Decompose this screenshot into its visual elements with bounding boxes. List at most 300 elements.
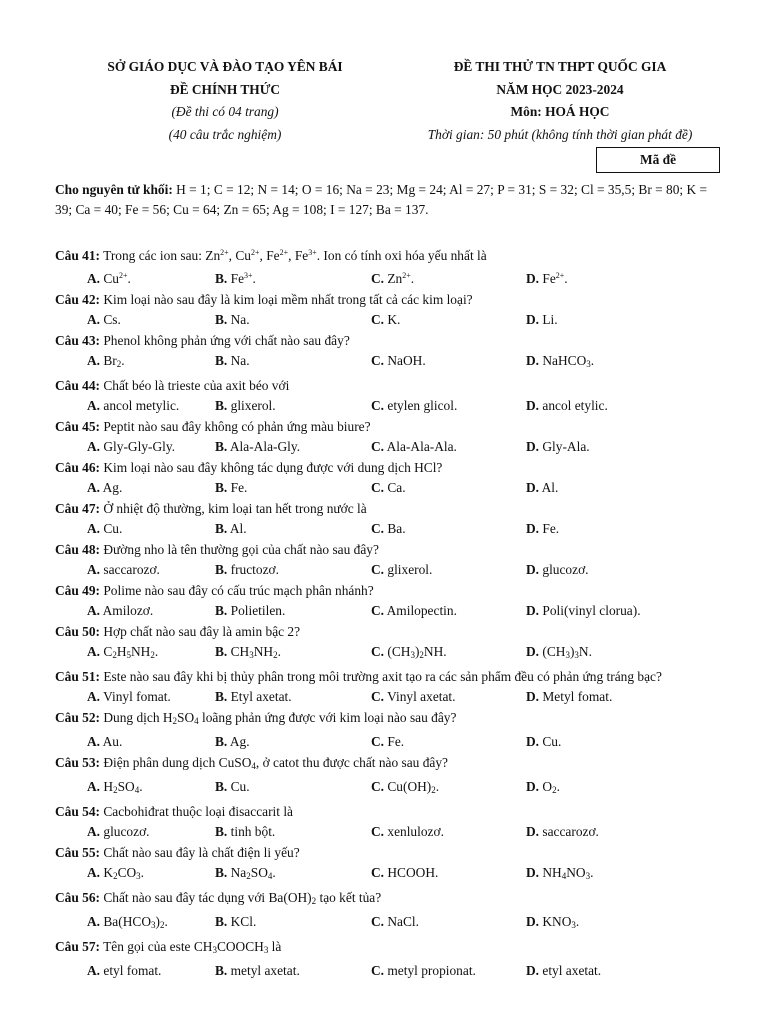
official-label: ĐỀ CHÍNH THỨC — [169, 81, 281, 97]
option-text: glucozơ. — [539, 562, 589, 577]
option-letter: A. — [87, 914, 101, 929]
question-number: Câu 41: — [55, 248, 101, 263]
question-list — [55, 243, 723, 982]
question-text: Dung dịch $H_2SO_4$ loãng phản ứng được với kim loại nào sau đây? — [100, 710, 457, 726]
question-item — [55, 376, 723, 416]
answer-option — [215, 686, 371, 707]
question-item — [55, 458, 723, 498]
answer-options — [55, 821, 723, 842]
option-text: Na. — [227, 353, 250, 368]
option-text: saccarozơ. — [100, 562, 160, 577]
answer-option — [526, 436, 723, 457]
option-text: $KNO_3$. — [539, 914, 580, 930]
answer-option — [526, 477, 723, 498]
answer-options — [55, 776, 723, 801]
option-text: Ala-Ala-Ala. — [384, 439, 457, 454]
header-left — [60, 56, 390, 146]
option-text: ancol etylic. — [539, 398, 608, 413]
option-text: etylen glicol. — [384, 398, 458, 413]
option-text: Au. — [100, 734, 123, 749]
answer-option — [55, 265, 215, 289]
question-item — [55, 417, 723, 457]
option-text: Ca. — [384, 480, 406, 495]
answer-options — [55, 477, 723, 498]
option-text: glixerol. — [227, 398, 276, 413]
question-stem — [55, 540, 723, 559]
answer-option — [55, 395, 215, 416]
option-text: Vinyl fomat. — [100, 689, 171, 704]
answer-option — [526, 960, 723, 981]
answer-options — [55, 436, 723, 457]
option-letter: D. — [526, 312, 540, 327]
option-text: $(CH_3)_2NH$. — [384, 644, 447, 660]
answer-options — [55, 309, 723, 330]
option-text: HCOOH. — [384, 865, 439, 880]
question-item — [55, 937, 723, 981]
option-letter: A. — [87, 439, 101, 454]
option-text: Gly-Gly-Gly. — [100, 439, 176, 454]
question-text: Kim loại nào sau đây là kim loại mềm nhất trong tất cả các kim loại? — [100, 292, 473, 307]
option-text: ancol metylic. — [100, 398, 180, 413]
option-text: Li. — [539, 312, 558, 327]
question-text: Đường nho là tên thường gọi của chất nào sau đây? — [100, 542, 379, 557]
option-letter: C. — [371, 824, 385, 839]
option-text: $Na_2SO_4$. — [227, 865, 276, 881]
answer-option — [526, 776, 723, 801]
answer-option — [371, 862, 526, 887]
option-letter: C. — [371, 734, 385, 749]
answer-options — [55, 395, 723, 416]
question-stem — [55, 376, 723, 395]
answer-options — [55, 518, 723, 539]
option-letter: D. — [526, 963, 540, 978]
option-text: $Br_2$. — [100, 353, 125, 369]
question-text: Trong các ion sau: $Zn^{2+}$, $Cu^{2+}$, $Fe^{2+}$, $Fe^{3+}$. Ion có tính oxi hóa yếu nhất là — [100, 248, 487, 263]
option-text: saccarozơ. — [539, 824, 599, 839]
option-letter: C. — [371, 312, 385, 327]
question-number: Câu 44: — [55, 378, 101, 393]
option-letter: C. — [371, 644, 385, 659]
option-letter: A. — [87, 521, 101, 536]
answer-option — [371, 395, 526, 416]
answer-options — [55, 600, 723, 621]
answer-option — [215, 911, 371, 936]
option-text: KCl. — [227, 914, 257, 929]
question-item — [55, 540, 723, 580]
answer-option — [55, 641, 215, 666]
option-letter: B. — [215, 644, 228, 659]
answer-option — [371, 960, 526, 981]
question-item — [55, 708, 723, 752]
answer-option — [215, 309, 371, 330]
option-letter: B. — [215, 963, 228, 978]
question-stem — [55, 458, 723, 477]
question-item — [55, 290, 723, 330]
answer-option — [526, 395, 723, 416]
question-text: Chất nào sau đây là chất điện li yếu? — [100, 845, 300, 860]
question-count-note: (40 câu trắc nghiệm) — [168, 126, 282, 142]
question-stem — [55, 417, 723, 436]
exam-code-box: Mã đề — [596, 147, 720, 173]
question-text: Peptit nào sau đây không có phản ứng màu biure? — [100, 419, 371, 434]
option-text: Fe. — [384, 734, 405, 749]
answer-option — [526, 309, 723, 330]
answer-options — [55, 911, 723, 936]
option-letter: D. — [526, 603, 540, 618]
answer-option — [215, 559, 371, 580]
answer-option — [371, 518, 526, 539]
option-letter: D. — [526, 644, 540, 659]
question-item — [55, 499, 723, 539]
option-letter: A. — [87, 312, 101, 327]
option-letter: D. — [526, 734, 540, 749]
time-limit: Thời gian: 50 phút (không tính thời gian phát đề) — [427, 126, 693, 142]
option-text: xenlulozơ. — [384, 824, 444, 839]
atomic-masses-values: H = 1; C = 12; N = 14; O = 16; Na = 23; Mg = 24; Al = 27; P = 31; S = 32; Cl = 35,5; Br = 80; K = 39; Ca = 40; Fe = 56; Cu = 64; Zn = 65; Ag = 108; I = 127; Ba = 137. — [55, 182, 708, 217]
question-item — [55, 243, 723, 289]
option-text: glixerol. — [384, 562, 433, 577]
question-stem — [55, 753, 723, 776]
option-text: $C_2H_5NH_2$. — [100, 644, 159, 660]
option-text: Metyl fomat. — [539, 689, 613, 704]
question-text: Kim loại nào sau đây không tác dụng được với dung dịch HCl? — [100, 460, 443, 475]
option-text: Ala-Ala-Gly. — [227, 439, 301, 454]
question-item — [55, 753, 723, 801]
option-letter: D. — [526, 865, 540, 880]
option-letter: D. — [526, 353, 540, 368]
answer-option — [215, 821, 371, 842]
question-item — [55, 843, 723, 887]
question-text: Cacbohiđrat thuộc loại đisaccarit là — [100, 804, 293, 819]
question-text: Tên gọi của este $CH_3COOCH_3$ là — [100, 939, 282, 955]
question-number: Câu 52: — [55, 710, 101, 725]
answer-options — [55, 350, 723, 375]
option-letter: C. — [371, 353, 385, 368]
option-text: Amilopectin. — [384, 603, 457, 618]
option-letter: C. — [371, 779, 385, 794]
answer-option — [526, 265, 723, 289]
answer-option — [371, 436, 526, 457]
answer-option — [371, 911, 526, 936]
answer-option — [371, 265, 526, 289]
option-letter: A. — [87, 603, 101, 618]
option-letter: C. — [371, 521, 385, 536]
department-name: SỞ GIÁO DỤC VÀ ĐÀO TẠO YÊN BÁI — [107, 59, 343, 74]
option-letter: B. — [215, 312, 228, 327]
answer-option — [55, 686, 215, 707]
atomic-masses — [55, 180, 723, 220]
answer-option — [371, 731, 526, 752]
answer-option — [371, 477, 526, 498]
answer-option — [371, 776, 526, 801]
answer-option — [371, 821, 526, 842]
option-letter: D. — [526, 271, 540, 286]
option-text: $Cu(OH)_2$. — [384, 779, 440, 795]
answer-option — [526, 731, 723, 752]
answer-option — [55, 600, 215, 621]
answer-option — [55, 309, 215, 330]
option-letter: B. — [215, 734, 228, 749]
option-text: $Ba(HCO_3)_2$. — [100, 914, 168, 930]
question-number: Câu 56: — [55, 890, 101, 905]
option-letter: C. — [371, 439, 385, 454]
option-letter: A. — [87, 271, 101, 286]
question-stem — [55, 331, 723, 350]
question-number: Câu 45: — [55, 419, 101, 434]
answer-option — [526, 686, 723, 707]
answer-option — [55, 862, 215, 887]
option-letter: B. — [215, 439, 228, 454]
question-stem — [55, 622, 723, 641]
answer-option — [526, 641, 723, 666]
question-text: Chất béo là trieste của axit béo với — [100, 378, 290, 393]
question-number: Câu 55: — [55, 845, 101, 860]
option-letter: D. — [526, 398, 540, 413]
answer-options — [55, 265, 723, 289]
answer-option — [526, 518, 723, 539]
option-text: Al. — [227, 521, 247, 536]
option-text: metyl axetat. — [227, 963, 300, 978]
option-letter: A. — [87, 562, 101, 577]
answer-option — [371, 600, 526, 621]
option-letter: D. — [526, 562, 540, 577]
school-year: NĂM HỌC 2023-2024 — [496, 81, 624, 97]
question-number: Câu 42: — [55, 292, 101, 307]
question-number: Câu 47: — [55, 501, 101, 516]
option-text: $Cu^{2+}$. — [100, 271, 131, 286]
option-text: NaCl. — [384, 914, 419, 929]
option-text: metyl propionat. — [384, 963, 476, 978]
question-item — [55, 802, 723, 842]
option-letter: B. — [215, 353, 228, 368]
answer-option — [371, 350, 526, 375]
option-letter: A. — [87, 865, 101, 880]
option-text: Na. — [227, 312, 250, 327]
option-letter: D. — [526, 480, 540, 495]
option-letter: A. — [87, 644, 101, 659]
option-text: $Fe^{2+}$. — [539, 271, 568, 286]
answer-option — [215, 350, 371, 375]
question-stem — [55, 888, 723, 911]
option-text: $H_2SO_4$. — [100, 779, 143, 795]
question-item — [55, 888, 723, 936]
option-text: fructozơ. — [227, 562, 279, 577]
question-number: Câu 48: — [55, 542, 101, 557]
question-item — [55, 331, 723, 375]
option-text: Fe. — [227, 480, 248, 495]
option-text: Ba. — [384, 521, 406, 536]
answer-options — [55, 731, 723, 752]
answer-option — [55, 731, 215, 752]
option-letter: D. — [526, 779, 540, 794]
question-stem — [55, 290, 723, 309]
question-stem — [55, 667, 723, 686]
option-letter: C. — [371, 398, 385, 413]
option-text: tinh bột. — [227, 824, 276, 839]
option-text: $K_2CO_3$. — [100, 865, 145, 881]
option-letter: D. — [526, 689, 540, 704]
question-stem — [55, 843, 723, 862]
answer-option — [55, 477, 215, 498]
option-letter: B. — [215, 562, 228, 577]
answer-option — [55, 911, 215, 936]
option-letter: B. — [215, 398, 228, 413]
option-letter: B. — [215, 865, 228, 880]
answer-option — [55, 559, 215, 580]
option-letter: B. — [215, 689, 228, 704]
option-text: Fe. — [539, 521, 560, 536]
option-letter: D. — [526, 521, 540, 536]
answer-option — [371, 686, 526, 707]
answer-options — [55, 960, 723, 981]
answer-option — [55, 518, 215, 539]
option-text: $NH_4NO_3$. — [539, 865, 594, 881]
answer-option — [526, 821, 723, 842]
question-number: Câu 53: — [55, 755, 101, 770]
header-right — [405, 56, 715, 146]
answer-option — [55, 776, 215, 801]
answer-options — [55, 686, 723, 707]
option-text: $O_2$. — [539, 779, 560, 795]
option-text: Cu. — [227, 779, 250, 794]
question-item — [55, 667, 723, 707]
answer-option — [526, 862, 723, 887]
option-letter: B. — [215, 480, 228, 495]
option-text: etyl axetat. — [539, 963, 602, 978]
option-letter: A. — [87, 963, 101, 978]
answer-option — [215, 395, 371, 416]
option-letter: A. — [87, 689, 101, 704]
option-text: Al. — [539, 480, 559, 495]
option-letter: A. — [87, 353, 101, 368]
question-item — [55, 581, 723, 621]
question-text: Chất nào sau đây tác dụng với $Ba(OH)_2$ tạo kết tủa? — [100, 890, 382, 906]
atomic-masses-label: Cho nguyên tử khối: — [55, 182, 173, 197]
option-text: Vinyl axetat. — [384, 689, 456, 704]
option-letter: A. — [87, 824, 101, 839]
answer-option — [526, 600, 723, 621]
answer-option — [215, 265, 371, 289]
question-number: Câu 49: — [55, 583, 101, 598]
answer-option — [371, 559, 526, 580]
question-stem — [55, 937, 723, 960]
option-letter: C. — [371, 689, 385, 704]
option-text: Cu. — [100, 521, 123, 536]
answer-option — [215, 518, 371, 539]
option-text: Etyl axetat. — [227, 689, 292, 704]
option-letter: C. — [371, 562, 385, 577]
question-text: Phenol không phản ứng với chất nào sau đây? — [100, 333, 350, 348]
option-text: Amilozơ. — [100, 603, 154, 618]
page-count-note: (Đề thi có 04 trang) — [171, 104, 279, 119]
answer-option — [55, 821, 215, 842]
option-text: Cu. — [539, 734, 562, 749]
option-letter: D. — [526, 824, 540, 839]
exam-title: ĐỀ THI THỬ TN THPT QUỐC GIA — [453, 59, 667, 74]
question-stem — [55, 499, 723, 518]
answer-option — [55, 350, 215, 375]
question-text: Ở nhiệt độ thường, kim loại tan hết trong nước là — [100, 501, 367, 516]
option-letter: C. — [371, 914, 385, 929]
answer-option — [526, 559, 723, 580]
question-stem — [55, 581, 723, 600]
question-text: Este nào sau đây khi bị thủy phân trong môi trường axit tạo ra các sản phẩm đều có phản ứng tráng bạc? — [100, 669, 662, 684]
option-text: NaOH. — [384, 353, 426, 368]
option-letter: A. — [87, 734, 101, 749]
option-text: Ag. — [227, 734, 250, 749]
option-letter: B. — [215, 521, 228, 536]
option-letter: B. — [215, 779, 228, 794]
subject: Môn: HOÁ HỌC — [510, 104, 610, 119]
option-letter: C. — [371, 271, 385, 286]
option-letter: A. — [87, 398, 101, 413]
question-stem — [55, 243, 723, 265]
option-letter: D. — [526, 914, 540, 929]
option-letter: A. — [87, 779, 101, 794]
answer-option — [55, 436, 215, 457]
option-text: Cs. — [100, 312, 121, 327]
option-text: $(CH_3)_3N$. — [539, 644, 592, 660]
answer-option — [371, 309, 526, 330]
option-text: Gly-Ala. — [539, 439, 590, 454]
option-letter: A. — [87, 480, 101, 495]
answer-option — [526, 911, 723, 936]
answer-option — [55, 960, 215, 981]
answer-options — [55, 641, 723, 666]
option-text: Poli(vinyl clorua). — [539, 603, 641, 618]
answer-options — [55, 862, 723, 887]
question-number: Câu 43: — [55, 333, 101, 348]
question-stem — [55, 802, 723, 821]
answer-option — [215, 731, 371, 752]
answer-option — [215, 600, 371, 621]
option-text: glucozơ. — [100, 824, 150, 839]
question-number: Câu 51: — [55, 669, 101, 684]
option-letter: B. — [215, 603, 228, 618]
option-letter: C. — [371, 963, 385, 978]
answer-option — [215, 641, 371, 666]
answer-options — [55, 559, 723, 580]
option-letter: B. — [215, 824, 228, 839]
question-item — [55, 622, 723, 666]
answer-option — [215, 960, 371, 981]
question-stem — [55, 708, 723, 731]
option-letter: C. — [371, 603, 385, 618]
option-letter: B. — [215, 271, 228, 286]
option-text: Ag. — [100, 480, 123, 495]
option-letter: C. — [371, 480, 385, 495]
option-letter: C. — [371, 865, 385, 880]
question-number: Câu 50: — [55, 624, 101, 639]
option-text: NaHCO$_3$. — [539, 353, 595, 369]
option-text: Polietilen. — [227, 603, 286, 618]
answer-option — [215, 776, 371, 801]
answer-option — [526, 350, 723, 375]
answer-option — [215, 436, 371, 457]
option-text: $CH_3NH_2$. — [227, 644, 281, 660]
question-text: Polime nào sau đây có cấu trúc mạch phân nhánh? — [100, 583, 374, 598]
option-letter: D. — [526, 439, 540, 454]
answer-option — [215, 862, 371, 887]
answer-option — [371, 641, 526, 666]
question-text: Hợp chất nào sau đây là amin bậc 2? — [100, 624, 301, 639]
question-number: Câu 54: — [55, 804, 101, 819]
question-number: Câu 46: — [55, 460, 101, 475]
question-text: Điện phân dung dịch CuSO$_4$, ở catot thu được chất nào sau đây? — [100, 755, 448, 771]
option-text: etyl fomat. — [100, 963, 162, 978]
option-text: $Zn^{2+}$. — [384, 271, 415, 286]
option-text: K. — [384, 312, 401, 327]
